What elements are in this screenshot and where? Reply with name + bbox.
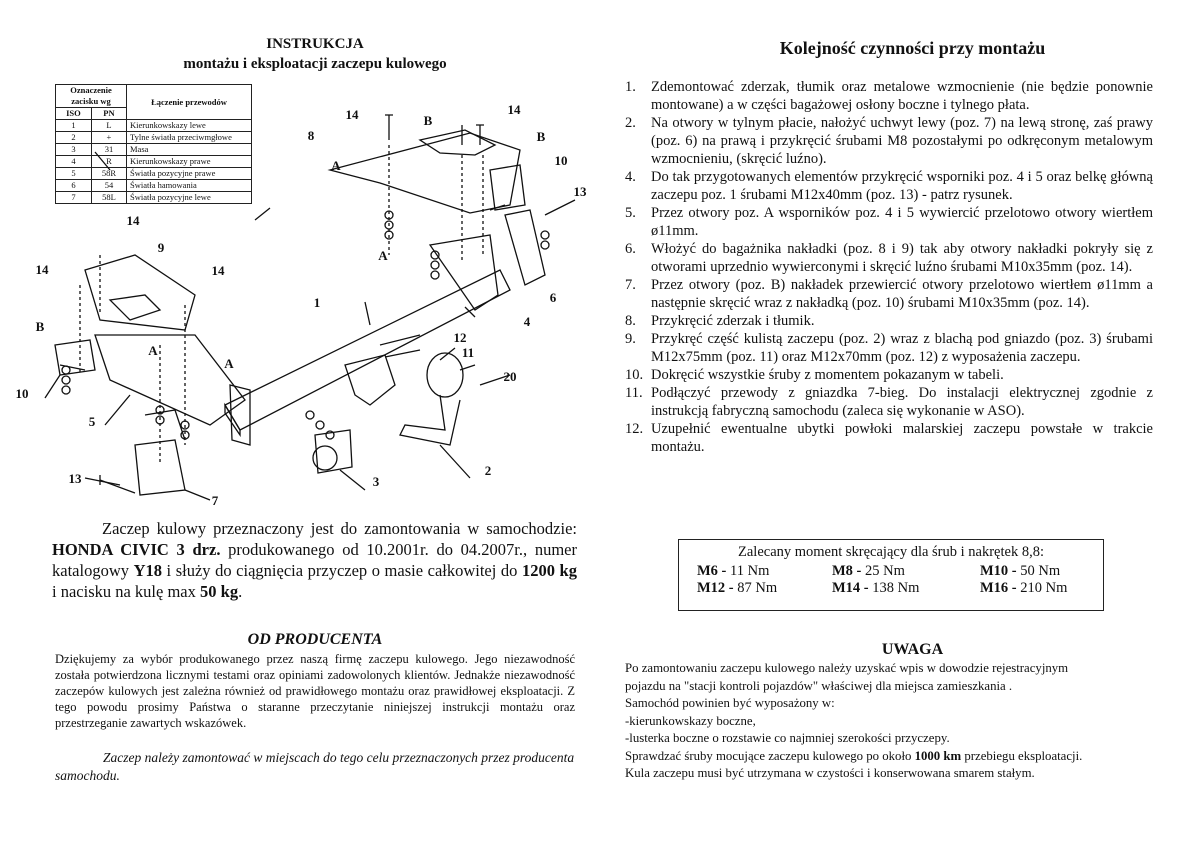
- step-item: [625, 114, 1153, 168]
- torque-heading: Zalecany moment skręcający dla śrub i nakrętek 8,8:: [738, 544, 1044, 560]
- label-b: B: [423, 113, 433, 128]
- label-a: A: [148, 343, 158, 358]
- step-text: Przez otwory (poz. B) nakładek przewiercić otwory przelotowo wiertłem ø11mm a następnie skręcić wraz z nakładką (poz. 10) śrubami M10x35mm (poz. 14).: [651, 277, 1153, 311]
- label-10: 10: [554, 153, 568, 168]
- warning-line: pojazdu na "stacji kontroli pojazdów" właściwej dla miejsca zamieszkania .: [625, 678, 1013, 693]
- step-text: Zdemontować zderzak, tłumik oraz metalowe wzmocnienie (nie będzie ponownie montowane) a w części bagażowej osłony boczne i tylnego płata.: [651, 79, 1153, 113]
- step-number: 1.: [625, 79, 636, 95]
- step-number: 12.: [625, 421, 644, 437]
- table-header-connection: Łączenie przewodów: [127, 85, 252, 120]
- intro-text-part: produkowanego od 10.2001r. do 04.2007r., numer katalogowy: [52, 540, 577, 580]
- plate-10-left: [55, 340, 95, 375]
- step-number: 9.: [625, 331, 636, 347]
- step-text: Podłączyć przewody z gniazdka 7-bieg. Do instalacji elektrycznej zgodnie z instrukcją fabryczną samochodu (zaleca się wykonanie w ASO).: [651, 385, 1153, 419]
- torque-bolt: M12 -: [697, 580, 734, 596]
- table-cell-pn: +: [91, 132, 126, 144]
- table-cell-iso: 2: [56, 132, 92, 144]
- label-8: 8: [307, 128, 315, 143]
- torque-grid: [697, 563, 1103, 597]
- table-cell-iso: 6: [56, 180, 92, 192]
- step-number: 6.: [625, 241, 636, 257]
- instruction-title: INSTRUKCJA: [266, 36, 364, 52]
- table-cell-iso: 4: [56, 156, 92, 168]
- torque-bolt: M14 -: [832, 580, 869, 596]
- label-a: A: [378, 248, 388, 263]
- warning-text-part: Sprawdzać śruby mocujące zaczepu kulowego po około: [625, 748, 915, 763]
- label-b: B: [35, 319, 45, 334]
- warning-text: [625, 660, 1153, 783]
- step-item: [625, 240, 1153, 276]
- car-model: HONDA CIVIC 3 drz.: [52, 540, 221, 559]
- intro-line: Zaczep kulowy przeznaczony jest do zamontowania w samochodzie:: [102, 519, 577, 538]
- label-14: 14: [126, 213, 140, 228]
- table-cell-desc: Światła pozycyjne prawe: [127, 168, 252, 180]
- torque-value: 25 Nm: [861, 563, 905, 579]
- producer-heading: OD PRODUCENTA: [247, 631, 383, 648]
- intro-text-part: i nacisku na kulę max: [52, 582, 201, 601]
- torque-value: 11 Nm: [726, 563, 770, 579]
- step-item: [625, 78, 1153, 114]
- mounting-plate-9: [85, 255, 195, 330]
- washer-stack: [62, 211, 549, 439]
- table-cell-desc: Kierunkowskazy lewe: [127, 120, 252, 132]
- intro-text: [52, 518, 577, 602]
- step-item: [625, 330, 1153, 366]
- label-13: 13: [573, 184, 587, 199]
- label-13: 13: [68, 471, 82, 486]
- table-cell-desc: Światła pozycyjne lewe: [127, 192, 252, 204]
- label-5: 5: [88, 414, 96, 429]
- warning-line: -lusterka boczne o rozstawie co najmniej szerokości przyczepy.: [625, 731, 950, 745]
- step-number: 8.: [625, 313, 636, 329]
- table-cell-pn: 31: [91, 144, 126, 156]
- step-item: [625, 366, 1153, 384]
- producer-text: Dziękujemy za wybór produkowanego przez naszą firmę zaczepu kulowego. Jego niezawodność została potwierdzona licznymi testami oraz opiniami zadowolonych klientów. Jednakże niezawodność zaczepów kulowych jest zależna również od prawidłowego montażu oraz prawidłowej eksploatacji. Z tego powodu prosimy Państwa o staranne przeczytanie niniejszej instrukcji montażu oraz przestrzeganie zawartych wskazówek.: [55, 652, 575, 730]
- step-text: Uzupełnić ewentualne ubytki powłoki malarskiej zaczepu powstałe w trakcie montażu.: [651, 421, 1153, 455]
- torque-value: 50 Nm: [1016, 563, 1061, 579]
- warning-line: Samochód powinien być wyposażony w:: [625, 696, 835, 710]
- label-10: 10: [15, 386, 29, 401]
- label-11: 11: [461, 345, 475, 360]
- label-1: 1: [313, 295, 321, 310]
- step-text: Dokręcić wszystkie śruby z momentem pokazanym w tabeli.: [651, 367, 1004, 383]
- table-header-terminal: Oznaczenie zacisku wg: [56, 85, 127, 108]
- label-20: 20: [503, 369, 517, 384]
- label-a: A: [224, 356, 234, 371]
- label-6: 6: [549, 290, 557, 305]
- warning-line: Kula zaczepu musi być utrzymana w czystości i konserwowana smarem stałym.: [625, 766, 1035, 780]
- steps-list: [625, 78, 1153, 456]
- warning-text-part: przebiegu eksploatacji.: [961, 748, 1083, 763]
- label-9: 9: [157, 240, 165, 255]
- table-cell-desc: Masa: [127, 144, 252, 156]
- table-cell-iso: 5: [56, 168, 92, 180]
- ball-load: 50 kg: [200, 582, 239, 601]
- label-14: 14: [211, 263, 225, 278]
- step-number: 2.: [625, 115, 636, 131]
- torque-bolt: M16 -: [980, 580, 1017, 596]
- label-14: 14: [345, 107, 359, 122]
- intro-text-part: .: [238, 582, 243, 601]
- step-item: [625, 168, 1153, 204]
- table-header-iso: ISO: [56, 108, 92, 120]
- towbar-exploded-diagram: [0, 95, 640, 515]
- torque-item: [980, 580, 1100, 597]
- label-14: 14: [507, 102, 521, 117]
- warning-line: Po zamontowaniu zaczepu kulowego należy uzyskać wpis w dowodzie rejestracyjnym: [625, 661, 1069, 675]
- table-cell-desc: Światła hamowania: [127, 180, 252, 192]
- step-text: Do tak przygotowanych elementów przykręcić wsporniki poz. 4 i 5 oraz belkę główną zaczepu poz. 1 śrubami M12x40mm (poz. 13) - patrz rysunek.: [651, 169, 1153, 203]
- label-14: 14: [35, 262, 49, 277]
- plate-10: [490, 165, 525, 210]
- steps-title: Kolejność czynności przy montażu: [779, 38, 1046, 58]
- torque-item: [980, 563, 1100, 580]
- table-cell-iso: 7: [56, 192, 92, 204]
- step-number: 10.: [625, 367, 644, 383]
- torque-value: 210 Nm: [1016, 580, 1068, 596]
- table-cell-pn: L: [91, 120, 126, 132]
- warning-heading: UWAGA: [881, 641, 944, 658]
- label-3: 3: [372, 474, 380, 489]
- torque-bolt: M10 -: [980, 563, 1017, 579]
- step-number: 7.: [625, 277, 636, 293]
- mounting-plate-8: [330, 133, 520, 213]
- label-7: 7: [211, 493, 219, 508]
- step-number: 5.: [625, 205, 636, 221]
- step-item: [625, 204, 1153, 240]
- table-cell-pn: 58L: [91, 192, 126, 204]
- torque-item: [832, 563, 980, 580]
- table-cell-pn: 58R: [91, 168, 126, 180]
- step-text: Przykręcić zderzak i tłumik.: [651, 313, 815, 329]
- table-cell-desc: Tylne światła przeciwmgłowe: [127, 132, 252, 144]
- torque-value: 138 Nm: [868, 580, 920, 596]
- torque-item: [697, 563, 832, 580]
- step-text: Włożyć do bagażnika nakładki (poz. 8 i 9) tak aby otwory nakładki pokryły się z otworami uprzednio wywierconymi i skręcić luźno śrubami M10x35mm (poz. 14).: [651, 241, 1153, 275]
- label-2: 2: [484, 463, 492, 478]
- label-b: B: [536, 129, 546, 144]
- torque-bolt: M8 -: [832, 563, 862, 579]
- bracket-6: [505, 210, 545, 285]
- instruction-subtitle: montażu i eksploatacji zaczepu kulowego: [183, 56, 447, 72]
- label-a: A: [331, 158, 341, 173]
- table-cell-pn: 54: [91, 180, 126, 192]
- step-item: [625, 420, 1153, 456]
- step-text: Przez otwory poz. A wsporników poz. 4 i 5 wywiercić przelotowo otwory wiertłem ø11mm.: [651, 205, 1153, 239]
- trailer-mass: 1200 kg: [521, 561, 577, 580]
- table-cell-desc: Kierunkowskazy prawe: [127, 156, 252, 168]
- torque-table: [678, 539, 1104, 611]
- step-text: Przykręć część kulistą zaczepu (poz. 2) wraz z blachą pod gniazdo (poz. 3) śrubami M12x75mm (poz. 11) oraz M12x70mm (poz. 12) z wyposażenia zaczepu.: [651, 331, 1153, 365]
- table-cell-iso: 3: [56, 144, 92, 156]
- table-cell-pn: R: [91, 156, 126, 168]
- torque-bolt: M6 -: [697, 563, 727, 579]
- catalog-number: Y18: [133, 561, 162, 580]
- torque-item: [832, 580, 980, 597]
- bracket-5: [95, 335, 245, 425]
- intro-text-part: i służy do ciągnięcia przyczep o masie całkowitej do: [161, 561, 522, 580]
- step-number: 11.: [625, 385, 643, 401]
- table-cell-iso: 1: [56, 120, 92, 132]
- step-item: [625, 312, 1153, 330]
- label-4: 4: [523, 314, 531, 329]
- tow-ball-20: [427, 353, 463, 397]
- torque-value: 87 Nm: [733, 580, 778, 596]
- warning-line: [625, 748, 1153, 766]
- step-text: Na otwory w tylnym płacie, nałożyć uchwyt lewy (poz. 7) na lewą stronę, zaś prawy (poz. 6) na prawą i przykręcić śrubami M8 pozostałymi po odkręconym metalowym wzmocnieniu, (skręcić luźno).: [651, 115, 1153, 167]
- check-distance: 1000 km: [914, 748, 962, 763]
- step-number: 4.: [625, 169, 636, 185]
- label-12: 12: [453, 330, 467, 345]
- plate-b: [420, 130, 495, 155]
- step-item: [625, 384, 1153, 420]
- producer-note: Zaczep należy zamontować w miejscach do tego celu przeznaczonych przez producenta samochodu.: [55, 750, 575, 783]
- table-header-pn: PN: [91, 108, 126, 120]
- torque-item: [697, 580, 832, 597]
- ball-neck-2: [400, 395, 460, 445]
- step-item: [625, 276, 1153, 312]
- warning-line: -kierunkowskazy boczne,: [625, 713, 756, 728]
